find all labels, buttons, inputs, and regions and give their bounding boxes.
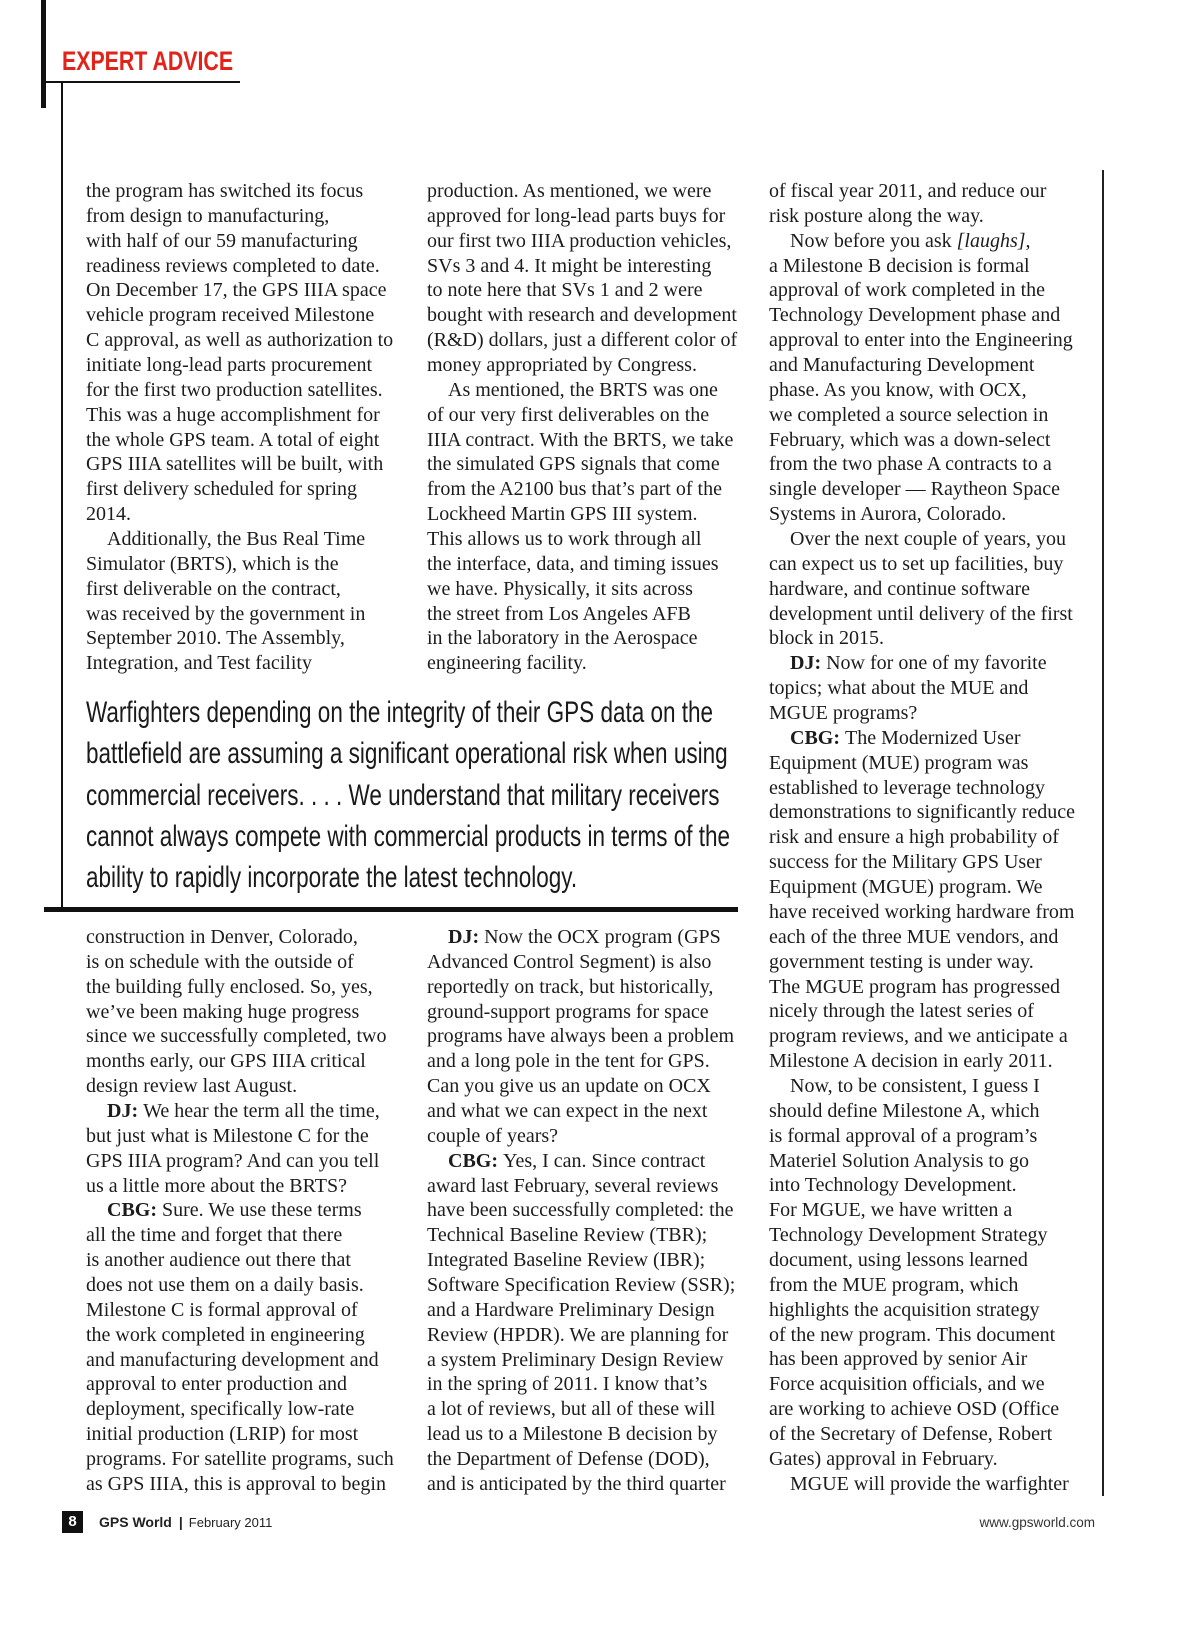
text-line: reportedly on track, but historically, (427, 975, 714, 998)
text-line (427, 378, 757, 403)
text-line: is on schedule with the outside of (86, 950, 354, 973)
text-line: the whole GPS team. A total of eight (86, 428, 380, 451)
header-rule (44, 81, 240, 83)
text-line: of the new program. This document (769, 1323, 1056, 1346)
text-segment: , (1025, 229, 1031, 252)
text-line: risk posture along the way. (769, 204, 984, 227)
text-line: construction in Denver, Colorado, (86, 926, 358, 948)
text-line: we’ve been making huge progress (86, 1000, 360, 1023)
magazine-name: GPS World (99, 1514, 172, 1530)
text-line: Systems in Aurora, Colorado. (769, 503, 1007, 526)
speaker-label: DJ: (790, 652, 822, 675)
text-line: risk and ensure a high probability of (769, 826, 1059, 849)
text-line: and manufacturing development and (86, 1348, 379, 1371)
text-line: GPS IIIA satellites will be built, with (86, 453, 384, 476)
text-line: MGUE programs? (769, 702, 918, 725)
text-line: topics; what about the MUE and (769, 677, 1029, 700)
text-segment: Now for one of my favorite (826, 652, 1047, 675)
text-line: Simulator (BRTS), which is the (86, 552, 339, 575)
text-line: phase. As you know, with OCX, (769, 378, 1027, 401)
pull-quote-line: Warfighters depending on the integrity of their GPS data on the (86, 696, 714, 729)
pull-quote-line: battlefield are assuming a significant operational risk when using (86, 737, 728, 771)
text-line: Milestone C is formal approval of (86, 1298, 358, 1321)
speaker-label: CBG: (448, 1149, 498, 1172)
text-line: single developer — Raytheon Space (769, 478, 1061, 501)
text-line: couple of years? (427, 1124, 559, 1147)
text-segment: Now the OCX program (GPS (484, 926, 721, 948)
text-line: For MGUE, we have written a (769, 1199, 1013, 1222)
text-line: the program has switched its focus (86, 180, 364, 202)
article-column-3 (769, 179, 1099, 1497)
text-line: of fiscal year 2011, and reduce our (769, 180, 1047, 202)
text-segment: As mentioned, the BRTS was one (448, 378, 718, 401)
footer-credit (99, 1512, 272, 1533)
text-line: On December 17, the GPS IIIA space (86, 279, 387, 302)
text-line (427, 1149, 757, 1174)
text-line: from design to manufacturing, (86, 204, 330, 227)
text-line: Materiel Solution Analysis to go (769, 1149, 1029, 1172)
speaker-label: CBG: (790, 726, 840, 749)
text-line: a lot of reviews, but all of these will (427, 1398, 716, 1421)
text-line: hardware, and continue software (769, 577, 1030, 600)
text-line: approval to enter production and (86, 1373, 348, 1396)
text-line (769, 527, 1099, 552)
text-segment: We hear the term all the time, (143, 1100, 380, 1123)
text-line: block in 2015. (769, 627, 884, 650)
text-line: months early, our GPS IIIA critical (86, 1050, 366, 1073)
header-bar (41, 0, 46, 108)
text-segment: Over the next couple of years, you (790, 528, 1067, 551)
text-line: a system Preliminary Design Review (427, 1348, 724, 1371)
text-line: first delivery scheduled for spring (86, 478, 358, 501)
text-line: established to leverage technology (769, 776, 1046, 799)
section-label: EXPERT ADVICE (62, 46, 234, 76)
text-segment: Sure. We use these terms (162, 1199, 362, 1222)
text-line: and a long pole in the tent for GPS. (427, 1050, 710, 1073)
text-line: our first two IIIA production vehicles, (427, 229, 732, 252)
text-line (769, 726, 1099, 751)
text-line: is another audience out there that (86, 1249, 351, 1272)
text-line: September 2010. The Assembly, (86, 627, 345, 650)
text-line: but just what is Milestone C for the (86, 1124, 369, 1147)
text-line: for the first two production satellites. (86, 378, 383, 401)
text-line: since we successfully completed, two (86, 1025, 387, 1048)
pull-quote-line: commercial receivers. . . . We understand that military receivers (86, 778, 720, 812)
article-column-2-top (427, 179, 757, 676)
text-segment: The Modernized User (845, 726, 1021, 749)
text-line: Lockheed Martin GPS III system. (427, 503, 698, 526)
text-line: of our very first deliverables on the (427, 403, 710, 426)
text-line: February, which was a down-select (769, 428, 1051, 451)
text-line: from the two phase A contracts to a (769, 453, 1052, 476)
text-line (769, 651, 1099, 676)
text-line (427, 925, 757, 950)
pull-quote-rule (44, 907, 738, 912)
text-line: has been approved by senior Air (769, 1348, 1028, 1371)
text-line: of the Secretary of Defense, Robert (769, 1422, 1053, 1445)
text-line: the Department of Defense (DOD), (427, 1448, 710, 1471)
text-line: lead us to a Milestone B decision by (427, 1423, 718, 1446)
text-line: is formal approval of a program’s (769, 1124, 1038, 1147)
text-line: The MGUE program has progressed (769, 975, 1061, 998)
text-line: Technology Development phase and (769, 304, 1061, 327)
text-line: approval of work completed in the (769, 279, 1046, 302)
text-line: does not use them on a daily basis. (86, 1274, 364, 1297)
text-line: deployment, specifically low-rate (86, 1398, 355, 1421)
text-line: the work completed in engineering (86, 1323, 365, 1346)
text-line: government testing is under way. (769, 950, 1034, 973)
left-margin-rule (61, 82, 63, 910)
text-line: Milestone A decision in early 2011. (769, 1050, 1053, 1073)
text-line: C approval, as well as authorization to (86, 329, 394, 352)
text-line: first deliverable on the contract, (86, 577, 341, 600)
text-line: initiate long-lead parts procurement (86, 354, 373, 377)
text-line: Equipment (MUE) program was (769, 751, 1029, 774)
text-line: the interface, data, and timing issues (427, 552, 719, 575)
text-line: was received by the government in (86, 602, 366, 625)
text-line: we have. Physically, it sits across (427, 577, 693, 600)
text-line: This was a huge accomplishment for (86, 403, 380, 426)
text-segment: Additionally, the Bus Real Time (107, 528, 366, 551)
text-line: document, using lessons learned (769, 1248, 1028, 1271)
italic-text: [laughs] (956, 229, 1026, 252)
text-line: a Milestone B decision is formal (769, 254, 1030, 277)
text-line: Gates) approval in February. (769, 1447, 998, 1470)
text-line: in the laboratory in the Aerospace (427, 627, 698, 650)
text-line: have received working hardware from (769, 900, 1075, 923)
text-line: award last February, several reviews (427, 1174, 719, 1197)
pull-quote (86, 692, 736, 898)
speaker-label: CBG: (107, 1199, 157, 1222)
text-line (769, 1074, 1099, 1099)
text-line: are working to achieve OSD (Office (769, 1398, 1060, 1421)
text-line: (R&D) dollars, just a different color of (427, 329, 738, 352)
text-line: Software Specification Review (SSR); (427, 1274, 736, 1297)
text-line (86, 1198, 416, 1223)
text-line: initial production (LRIP) for most (86, 1423, 359, 1446)
text-line: with half of our 59 manufacturing (86, 229, 358, 252)
text-line: 2014. (86, 503, 131, 526)
right-margin-rule (1102, 170, 1104, 1496)
text-line: Technology Development Strategy (769, 1224, 1048, 1247)
text-segment: MGUE will provide the warfighter (790, 1472, 1069, 1495)
text-line: approval to enter into the Engineering (769, 329, 1073, 352)
issue-date: February 2011 (188, 1515, 273, 1530)
text-line: should define Milestone A, which (769, 1099, 1040, 1122)
pull-quote-line: cannot always compete with commercial products in terms of the (86, 819, 731, 853)
website-url: www.gpsworld.com (979, 1515, 1095, 1530)
text-segment: Now, to be consistent, I guess I (790, 1074, 1040, 1097)
text-line: program reviews, and we anticipate a (769, 1025, 1068, 1048)
text-line: engineering facility. (427, 652, 587, 675)
text-line: have been successfully completed: the (427, 1199, 734, 1222)
text-line: programs. For satellite programs, such (86, 1448, 394, 1471)
text-line: Technical Baseline Review (TBR); (427, 1224, 708, 1247)
text-line: the building fully enclosed. So, yes, (86, 975, 373, 998)
text-line: and Manufacturing Development (769, 354, 1035, 377)
page-number: 8 (62, 1511, 83, 1533)
text-line: design review last August. (86, 1075, 298, 1098)
text-line: bought with research and development (427, 304, 737, 327)
text-line: and what we can expect in the next (427, 1100, 708, 1123)
footer-separator: | (178, 1514, 183, 1530)
text-line: readiness reviews completed to date. (86, 254, 380, 277)
text-line: can expect us to set up facilities, buy (769, 552, 1064, 575)
text-line: we completed a source selection in (769, 403, 1049, 426)
text-line: Advanced Control Segment) is also (427, 950, 712, 973)
text-segment: Yes, I can. Since contract (503, 1149, 706, 1172)
text-line: the simulated GPS signals that come (427, 453, 720, 476)
text-line: Equipment (MGUE) program. We (769, 876, 1043, 899)
text-line: demonstrations to significantly reduce (769, 801, 1076, 824)
text-line: to note here that SVs 1 and 2 were (427, 279, 703, 302)
text-line: and is anticipated by the third quarter (427, 1472, 726, 1495)
text-line: SVs 3 and 4. It might be interesting (427, 254, 712, 277)
speaker-label: DJ: (107, 1100, 139, 1123)
text-line: highlights the acquisition strategy (769, 1298, 1040, 1321)
text-line: production. As mentioned, we were (427, 180, 712, 202)
text-line: all the time and forget that there (86, 1224, 343, 1247)
text-line: ground-support programs for space (427, 1000, 709, 1023)
text-line: and a Hardware Preliminary Design (427, 1298, 715, 1321)
text-line: into Technology Development. (769, 1174, 1017, 1197)
text-line: This allows us to work through all (427, 528, 702, 551)
text-line: programs have always been a problem (427, 1025, 735, 1048)
text-line: each of the three MUE vendors, and (769, 925, 1059, 948)
text-line: Integrated Baseline Review (IBR); (427, 1249, 706, 1272)
article-column-2-bottom (427, 925, 757, 1497)
text-line: Integration, and Test facility (86, 652, 312, 675)
text-line: vehicle program received Milestone (86, 304, 375, 327)
text-line (769, 229, 1099, 254)
text-line: nicely through the latest series of (769, 1000, 1034, 1023)
text-line: success for the Military GPS User (769, 851, 1042, 874)
speaker-label: DJ: (448, 926, 480, 948)
text-line: IIIA contract. With the BRTS, we take (427, 428, 734, 451)
text-line: from the A2100 bus that’s part of the (427, 478, 722, 501)
text-line: as GPS IIIA, this is approval to begin (86, 1472, 386, 1495)
text-line: money appropriated by Congress. (427, 354, 697, 377)
text-segment: Now before you ask (790, 229, 957, 252)
article-column-1-top (86, 179, 416, 676)
text-line: development until delivery of the first (769, 602, 1073, 625)
article-column-1-bottom (86, 925, 416, 1497)
text-line (86, 1099, 416, 1124)
text-line: approved for long-lead parts buys for (427, 204, 726, 227)
text-line: from the MUE program, which (769, 1273, 1019, 1296)
text-line: GPS IIIA program? And can you tell (86, 1149, 380, 1172)
text-line: Can you give us an update on OCX (427, 1075, 711, 1098)
text-line: Force acquisition officials, and we (769, 1373, 1045, 1396)
text-line: us a little more about the BRTS? (86, 1174, 347, 1197)
pull-quote-line: ability to rapidly incorporate the latest technology. (86, 861, 578, 895)
text-line: in the spring of 2011. I know that’s (427, 1373, 708, 1396)
text-line: the street from Los Angeles AFB (427, 602, 691, 625)
text-line: Review (HPDR). We are planning for (427, 1323, 729, 1346)
text-line (769, 1472, 1099, 1497)
text-line (86, 527, 416, 552)
